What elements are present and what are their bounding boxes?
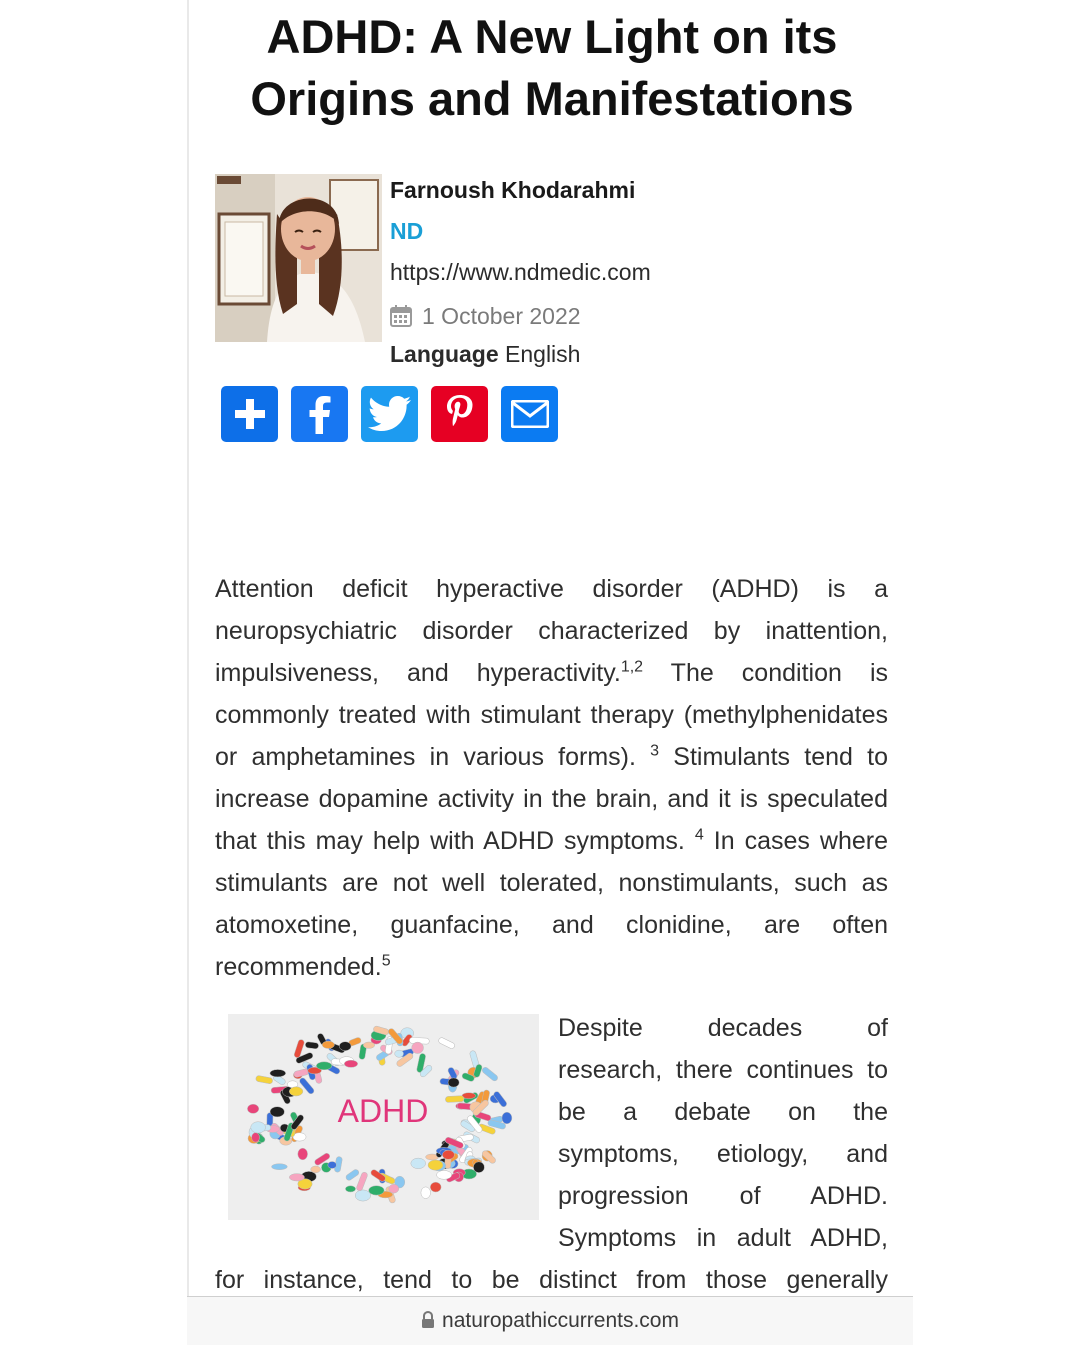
calendar-icon bbox=[390, 305, 412, 327]
article-title bbox=[189, 6, 915, 130]
pill-shape bbox=[411, 1158, 426, 1169]
citation-4[interactable]: 4 bbox=[694, 826, 704, 844]
pill-shape bbox=[251, 1122, 266, 1133]
language-line bbox=[390, 336, 890, 377]
share-twitter-button[interactable] bbox=[361, 386, 418, 442]
citation-5[interactable]: 5 bbox=[381, 952, 391, 970]
pill-shape bbox=[355, 1190, 370, 1201]
twitter-icon bbox=[368, 395, 412, 433]
pill-shape bbox=[270, 1070, 286, 1077]
author-meta bbox=[390, 172, 890, 377]
pill-shape bbox=[428, 1160, 443, 1170]
address-bar-url[interactable] bbox=[187, 1309, 913, 1333]
share-facebook-button[interactable] bbox=[291, 386, 348, 442]
pill-shape bbox=[389, 1184, 399, 1193]
adhd-image-label: ADHD bbox=[337, 1093, 429, 1129]
publish-date-text: 1 October 2022 bbox=[422, 302, 581, 329]
adhd-pills-image bbox=[228, 1014, 539, 1220]
pill-shape bbox=[412, 1042, 424, 1053]
wrap-line-6: Symptoms in adult ADHD, bbox=[558, 1224, 888, 1252]
pill-shape bbox=[442, 1150, 454, 1159]
share-email-button[interactable] bbox=[501, 386, 558, 442]
citation-3[interactable]: 3 bbox=[650, 742, 660, 760]
pill-shape bbox=[316, 1062, 332, 1070]
intro-text-1: Attention deficit hyperactive disorder (ADHD) is a neuropsychiatric disorder characterized by inattention, impulsiveness, and hyperactivity. bbox=[215, 575, 888, 687]
share-add-button[interactable] bbox=[221, 386, 278, 442]
email-icon bbox=[511, 400, 549, 428]
pill-shape bbox=[437, 1171, 452, 1180]
pill-shape bbox=[421, 1187, 431, 1199]
author-photo bbox=[215, 174, 382, 342]
pill-shape bbox=[369, 1186, 385, 1195]
pill-shape bbox=[344, 1060, 357, 1067]
pill-shape bbox=[363, 1042, 374, 1048]
browser-address-bar[interactable] bbox=[187, 1296, 913, 1345]
title-line-2: Origins and Manifestations bbox=[250, 72, 854, 125]
lock-icon bbox=[421, 1311, 435, 1329]
pill-shape bbox=[339, 1042, 351, 1051]
pill-shape bbox=[328, 1162, 337, 1169]
intro-text-2: The condition is commonly treated with stimulant therapy (methylphenidates or amphetamines in various forms). bbox=[215, 659, 888, 771]
wrap-line-1: Despite decades of bbox=[558, 1014, 888, 1042]
pill-shape bbox=[272, 1164, 288, 1170]
pill-shape bbox=[430, 1182, 441, 1192]
intro-text-4: In cases where stimulants are not well tolerated, nonstimulants, such as atomoxetine, guanfacine, and clonidine, are often recommended. bbox=[215, 827, 889, 981]
pill-shape bbox=[345, 1186, 355, 1192]
pill-shape bbox=[289, 1087, 303, 1096]
author-name[interactable]: Farnoush Khodarahmi bbox=[390, 177, 636, 203]
plus-icon bbox=[233, 397, 267, 431]
wrap-line-2: research, there continues to bbox=[558, 1056, 888, 1084]
citation-1-2[interactable]: 1,2 bbox=[620, 658, 644, 676]
language-label: Language bbox=[390, 341, 499, 367]
pill-shape bbox=[445, 1096, 464, 1103]
pill-shape bbox=[448, 1078, 459, 1087]
facebook-icon bbox=[305, 394, 335, 434]
pill-shape bbox=[270, 1107, 284, 1117]
pill-shape bbox=[252, 1133, 260, 1142]
pill-shape bbox=[395, 1050, 404, 1057]
wrap-line-5: progression of ADHD. bbox=[558, 1182, 888, 1210]
author-website-link[interactable]: https://www.ndmedic.com bbox=[390, 259, 651, 285]
share-pinterest-button[interactable] bbox=[431, 386, 488, 442]
share-buttons bbox=[221, 386, 571, 442]
pill-shape bbox=[247, 1104, 258, 1113]
pill-shape bbox=[322, 1041, 334, 1048]
pill-shape bbox=[289, 1174, 304, 1181]
article-page bbox=[187, 0, 915, 1297]
pill-shape bbox=[298, 1148, 308, 1160]
title-line-1: ADHD: A New Light on its bbox=[266, 10, 838, 63]
pill-shape bbox=[502, 1112, 512, 1124]
pinterest-icon bbox=[445, 394, 475, 434]
author-credential: ND bbox=[390, 218, 424, 244]
publish-date bbox=[390, 295, 890, 336]
pill-shape bbox=[311, 1166, 321, 1173]
wrapped-paragraph bbox=[558, 1007, 888, 1259]
wrap-line-3: be a debate on the bbox=[558, 1098, 888, 1126]
continued-paragraph-line: for instance, tend to be distinct from those generally bbox=[215, 1266, 888, 1294]
intro-paragraph bbox=[215, 568, 888, 988]
wrap-line-4: symptoms, etiology, and bbox=[558, 1140, 888, 1168]
pill-shape bbox=[473, 1162, 484, 1173]
intro-text-3: Stimulants tend to increase dopamine activity in the brain, and it is speculated that this may help with ADHD symptoms. bbox=[215, 743, 888, 855]
domain-text: naturopathiccurrents.com bbox=[442, 1309, 679, 1332]
language-value: English bbox=[505, 341, 581, 367]
